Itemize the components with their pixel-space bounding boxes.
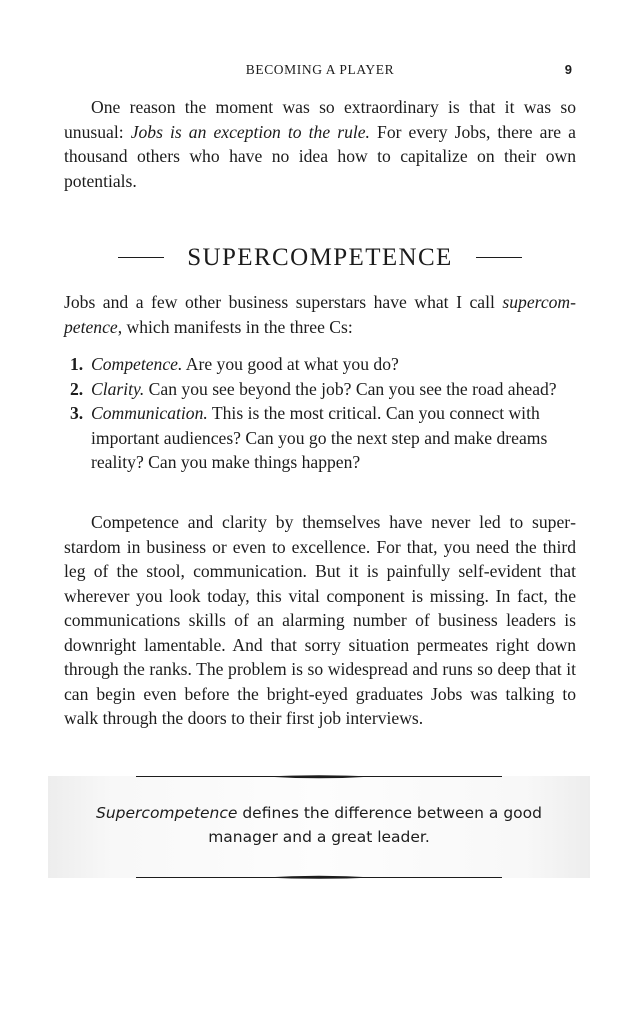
list-item-term: Competence.	[91, 354, 183, 374]
list-item-text: Are you good at what you do?	[182, 354, 399, 374]
callout-ornament-bottom	[136, 873, 502, 879]
paragraph-supercompetence	[64, 290, 576, 339]
heading-rule-right	[476, 257, 522, 258]
three-cs-list	[64, 352, 576, 475]
list-item-term: Communication.	[91, 403, 208, 423]
paragraph-supercompetence-text-a: Jobs and a few other business superstars have what I call	[64, 292, 503, 312]
pull-quote-line1: defines the difference between a good	[237, 804, 542, 822]
list-item-number: 3.	[70, 403, 84, 423]
running-head	[64, 62, 576, 80]
paragraph-intro-text-b: For every Jobs, there are a thousand others who have no idea how to capitalize on their own potentials.	[64, 121, 576, 191]
running-head-title: BECOMING A PLAYER	[245, 62, 395, 77]
paragraph-supercompetence-emphasis: supercompetence	[64, 292, 576, 337]
pull-quote-lead: Supercompetence	[96, 804, 238, 822]
heading-rule-left	[118, 257, 164, 258]
pull-quote-callout	[48, 776, 590, 878]
section-heading-text: SUPERCOMPETENCE	[187, 244, 453, 271]
list-item-term: Clarity.	[91, 378, 145, 399]
paragraph-intro-emphasis: Jobs is an exception to the rule.	[130, 121, 370, 142]
pull-quote-line2: manager and a great leader.	[208, 827, 430, 846]
section-heading	[64, 241, 576, 275]
paragraph-intro-text-a: One reason the moment was so extraordinary is that it was so unusual:	[64, 97, 576, 142]
paragraph-intro	[64, 95, 576, 193]
list-item	[64, 377, 576, 402]
list-item-number: 2.	[70, 378, 84, 399]
list-item-text: Can you see beyond the job? Can you see the road ahead?	[144, 378, 557, 399]
callout-ornament-top	[136, 775, 502, 781]
list-item-number: 1.	[70, 354, 84, 374]
paragraph-communication: Competence and clarity by themselves have never led to superstardom in business or even to excellence. For that, you need the third leg of the stool, communication. But it is painfully self-evident that wherever you look today, this vital component is missing. In fact, the communications skills of an alarming number of business leaders is downright lamentable. And that sorry situation permeates right down through the ranks. The problem is so widespread and runs so deep that it can begin even before the bright-eyed graduates Jobs was talking to walk through the doors to their first job interviews.	[64, 512, 576, 728]
pull-quote-text	[48, 802, 590, 849]
page-number: 9	[564, 62, 572, 77]
paragraph-supercompetence-text-b: , which manifests in the three Cs:	[117, 316, 353, 337]
list-item	[64, 352, 576, 377]
list-item	[64, 401, 576, 475]
list-item-text: This is the most critical. Can you connect with important audiences? Can you go the next step and make dreams reality? Can you make things happen?	[91, 403, 548, 472]
